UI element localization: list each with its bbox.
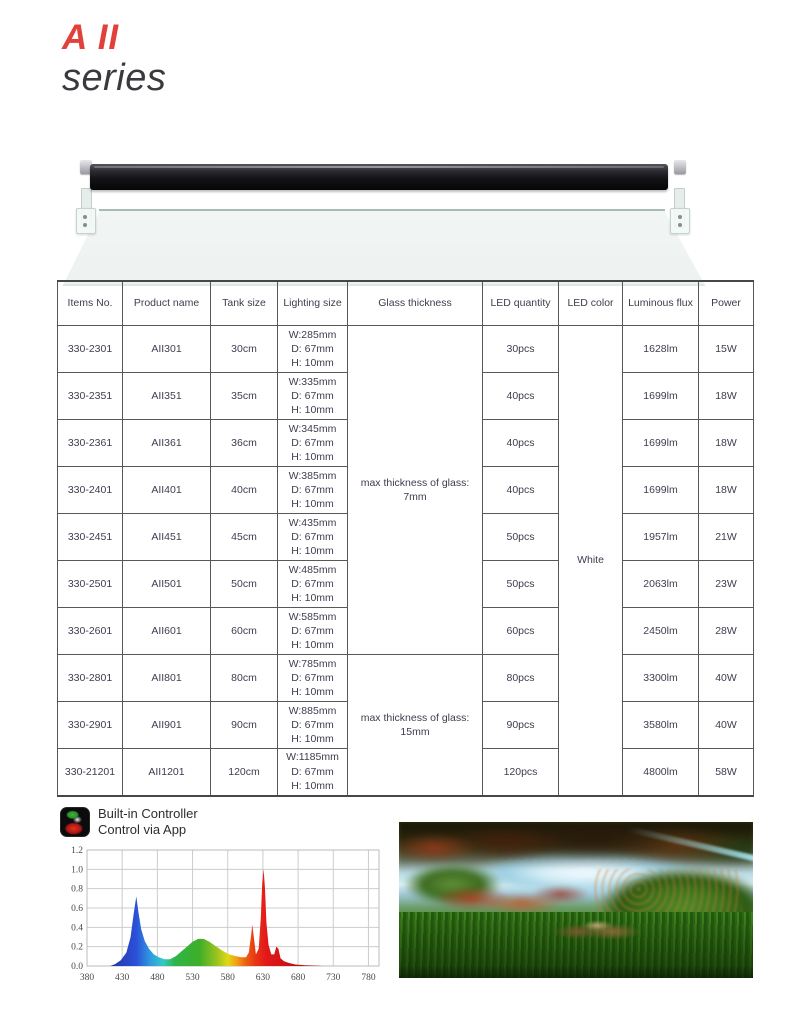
- y-axis-tick-label: 0.4: [71, 923, 83, 934]
- column-header: LED quantity: [483, 281, 559, 326]
- cell-led-quantity: 120pcs: [483, 749, 559, 796]
- cell-glass-thickness: [348, 655, 483, 796]
- lighting-dimension-line: D: 67mm: [291, 718, 334, 731]
- cell-tank-size: 30cm: [211, 326, 278, 373]
- glass-thickness-line: 15mm: [400, 725, 430, 738]
- lighting-dimension-line: H: 10mm: [291, 545, 334, 558]
- lighting-dimension-line: H: 10mm: [291, 686, 334, 699]
- cell-tank-size: 45cm: [211, 514, 278, 561]
- lighting-dimension-line: D: 67mm: [291, 577, 334, 590]
- cell-product-name: AII401: [123, 467, 211, 514]
- cell-lighting-size: [278, 749, 348, 796]
- x-axis-tick-label: 630: [255, 973, 271, 983]
- y-axis-tick-label: 0.2: [71, 942, 83, 953]
- cell-item-no: 330-2301: [58, 326, 123, 373]
- screw-icon: [678, 223, 682, 227]
- cell-led-quantity: 40pcs: [483, 467, 559, 514]
- lighting-dimension-line: H: 10mm: [291, 498, 334, 511]
- cell-item-no: 330-2401: [58, 467, 123, 514]
- x-axis-tick-label: 730: [326, 973, 341, 983]
- cell-product-name: AII351: [123, 373, 211, 420]
- cell-luminous-flux: 1699lm: [623, 467, 699, 514]
- table-header: [58, 281, 754, 326]
- cell-luminous-flux: 1628lm: [623, 326, 699, 373]
- cell-lighting-size: [278, 467, 348, 514]
- glass-thickness-line: 7mm: [403, 491, 427, 503]
- spectrum-chart: [55, 840, 391, 1008]
- lighting-dimension-line: D: 67mm: [291, 483, 334, 496]
- y-axis-tick-label: 0.0: [71, 962, 83, 972]
- controller-note: [60, 806, 198, 839]
- column-header: Product name: [123, 281, 211, 326]
- cell-led-quantity: 60pcs: [483, 608, 559, 655]
- cell-power: 40W: [699, 655, 754, 702]
- cell-product-name: AII301: [123, 326, 211, 373]
- lighting-dimension-line: D: 67mm: [291, 671, 334, 684]
- glass-thickness-line: max thickness of glass:: [360, 476, 470, 489]
- screw-icon: [83, 223, 87, 227]
- screw-icon: [83, 215, 87, 219]
- cell-product-name: AII901: [123, 702, 211, 749]
- x-axis-tick-label: 480: [150, 973, 165, 983]
- table-row: [58, 326, 754, 373]
- cell-tank-size: 120cm: [211, 749, 278, 796]
- cell-led-quantity: 40pcs: [483, 373, 559, 420]
- lighting-dimension-line: H: 10mm: [291, 592, 334, 605]
- y-axis-tick-label: 0.8: [71, 884, 83, 895]
- cell-luminous-flux: 2450lm: [623, 608, 699, 655]
- cell-power: 18W: [699, 467, 754, 514]
- cell-lighting-size: [278, 373, 348, 420]
- bracket-cap-right: [674, 160, 686, 174]
- cell-luminous-flux: 3580lm: [623, 702, 699, 749]
- page-title: [62, 20, 166, 97]
- glass-tank-rim: [99, 209, 665, 211]
- controller-note-line2: Control via App: [98, 822, 187, 838]
- lighting-dimension-line: W:385mm: [288, 469, 337, 482]
- column-header: Tank size: [211, 281, 278, 326]
- cell-luminous-flux: 3300lm: [623, 655, 699, 702]
- x-axis-tick-label: 580: [220, 973, 235, 983]
- x-axis-tick-label: 430: [115, 973, 130, 983]
- cell-power: 58W: [699, 749, 754, 796]
- cell-luminous-flux: 2063lm: [623, 561, 699, 608]
- cell-glass-thickness: [348, 326, 483, 655]
- cell-product-name: AII601: [123, 608, 211, 655]
- cell-tank-size: 50cm: [211, 561, 278, 608]
- cell-power: 21W: [699, 514, 754, 561]
- clamp-right: [670, 208, 690, 234]
- cell-lighting-size: [278, 655, 348, 702]
- y-axis-tick-label: 1.2: [71, 846, 83, 856]
- column-header: Power: [699, 281, 754, 326]
- series-name-accent: A II: [62, 18, 120, 57]
- cell-item-no: 330-2501: [58, 561, 123, 608]
- cell-tank-size: 90cm: [211, 702, 278, 749]
- lighting-dimension-line: W:285mm: [288, 328, 337, 341]
- cell-lighting-size: [278, 608, 348, 655]
- cell-item-no: 330-2801: [58, 655, 123, 702]
- aquascape-orange-specks: [594, 869, 743, 919]
- column-header: Items No.: [58, 281, 123, 326]
- lighting-dimension-line: W:1185mm: [286, 751, 339, 764]
- lighting-dimension-line: W:435mm: [288, 516, 337, 529]
- led-light-bar: [90, 164, 668, 190]
- cell-tank-size: 60cm: [211, 608, 278, 655]
- cell-luminous-flux: 4800lm: [623, 749, 699, 796]
- lighting-dimension-line: H: 10mm: [291, 404, 334, 417]
- x-axis-tick-label: 680: [290, 973, 306, 983]
- aquascape-photo: [399, 822, 753, 978]
- x-axis-tick-label: 780: [361, 973, 376, 983]
- cell-power: 28W: [699, 608, 754, 655]
- controller-note-text: [98, 806, 198, 839]
- cell-lighting-size: [278, 514, 348, 561]
- cell-luminous-flux: 1699lm: [623, 373, 699, 420]
- cell-power: 40W: [699, 702, 754, 749]
- clamp-left: [76, 208, 96, 234]
- cell-item-no: 330-2901: [58, 702, 123, 749]
- cell-product-name: AII451: [123, 514, 211, 561]
- lighting-dimension-line: D: 67mm: [291, 436, 334, 449]
- cell-product-name: AII801: [123, 655, 211, 702]
- cell-led-quantity: 30pcs: [483, 326, 559, 373]
- cell-product-name: AII1201: [123, 749, 211, 796]
- lighting-dimension-line: H: 10mm: [291, 451, 334, 464]
- cell-luminous-flux: 1957lm: [623, 514, 699, 561]
- cell-tank-size: 35cm: [211, 373, 278, 420]
- lighting-dimension-line: D: 67mm: [291, 530, 334, 543]
- table-body: [58, 326, 754, 796]
- column-header: Luminous flux: [623, 281, 699, 326]
- cell-led-quantity: 90pcs: [483, 702, 559, 749]
- glass-thickness-line: max thickness of glass:: [360, 711, 470, 724]
- cell-tank-size: 40cm: [211, 467, 278, 514]
- controller-note-line1: Built-in Controller: [98, 806, 198, 821]
- cell-lighting-size: [278, 702, 348, 749]
- lighting-dimension-line: H: 10mm: [291, 779, 334, 792]
- table-row: [58, 655, 754, 702]
- lighting-dimension-line: W:785mm: [288, 657, 337, 670]
- lighting-dimension-line: W:345mm: [288, 422, 337, 435]
- spec-table: [57, 280, 754, 797]
- cell-lighting-size: [278, 561, 348, 608]
- cell-power: 18W: [699, 420, 754, 467]
- cell-lighting-size: [278, 420, 348, 467]
- screw-icon: [678, 215, 682, 219]
- cell-tank-size: 36cm: [211, 420, 278, 467]
- cell-tank-size: 80cm: [211, 655, 278, 702]
- x-axis-tick-label: 530: [185, 973, 200, 983]
- lighting-dimension-line: H: 10mm: [291, 639, 334, 652]
- cell-led-quantity: 80pcs: [483, 655, 559, 702]
- table-header-row: [58, 281, 754, 326]
- lighting-dimension-line: W:885mm: [288, 704, 337, 717]
- lighting-dimension-line: W:485mm: [288, 563, 337, 576]
- lighting-dimension-line: W:585mm: [288, 610, 337, 623]
- lighting-dimension-line: H: 10mm: [291, 733, 334, 746]
- x-axis-tick-label: 380: [79, 973, 95, 983]
- lighting-dimension-line: D: 67mm: [291, 624, 334, 637]
- column-header: Lighting size: [278, 281, 348, 326]
- lighting-dimension-line: D: 67mm: [291, 342, 334, 355]
- cell-led-quantity: 50pcs: [483, 514, 559, 561]
- cell-led-quantity: 50pcs: [483, 561, 559, 608]
- cell-product-name: AII501: [123, 561, 211, 608]
- cell-product-name: AII361: [123, 420, 211, 467]
- cell-power: 18W: [699, 373, 754, 420]
- y-axis-tick-label: 0.6: [71, 904, 83, 914]
- cell-power: 15W: [699, 326, 754, 373]
- column-header: LED color: [559, 281, 623, 326]
- cell-item-no: 330-21201: [58, 749, 123, 796]
- cell-item-no: 330-2351: [58, 373, 123, 420]
- lighting-dimension-line: W:335mm: [288, 375, 337, 388]
- chihiros-app-icon: [60, 807, 90, 837]
- cell-item-no: 330-2361: [58, 420, 123, 467]
- cell-item-no: 330-2601: [58, 608, 123, 655]
- cell-lighting-size: [278, 326, 348, 373]
- cell-power: 23W: [699, 561, 754, 608]
- lighting-dimension-line: D: 67mm: [291, 389, 334, 402]
- lighting-dimension-line: D: 67mm: [291, 765, 334, 778]
- product-photo-led-light-on-tank: [60, 148, 708, 286]
- aquascape-driftwood: [548, 919, 647, 942]
- cell-led-color: White: [559, 326, 623, 796]
- spectrum-curve: [110, 869, 323, 966]
- cell-item-no: 330-2451: [58, 514, 123, 561]
- cell-led-quantity: 40pcs: [483, 420, 559, 467]
- series-name-sub: series: [62, 56, 167, 99]
- cell-luminous-flux: 1699lm: [623, 420, 699, 467]
- column-header: Glass thickness: [348, 281, 483, 326]
- y-axis-tick-label: 1.0: [71, 865, 83, 876]
- lighting-dimension-line: H: 10mm: [291, 357, 334, 370]
